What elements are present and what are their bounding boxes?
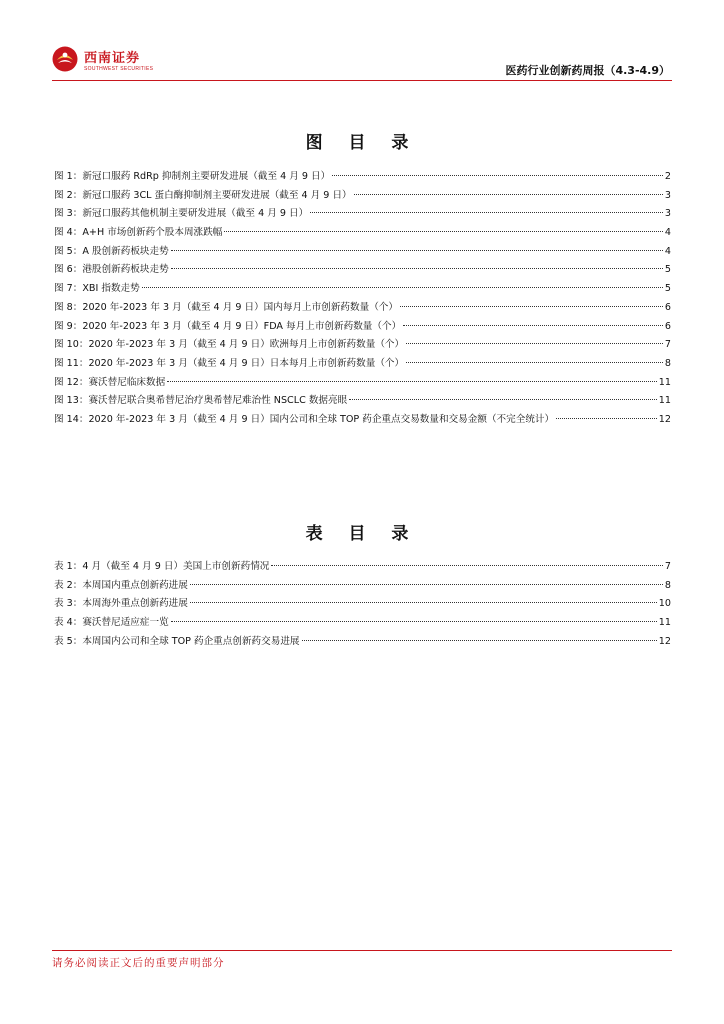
toc-page-number: 7 [664, 339, 671, 351]
figure-list [54, 168, 671, 430]
logo-emblem-icon [52, 46, 78, 72]
figure-toc-entry[interactable] [54, 205, 671, 224]
toc-dot-leader [171, 621, 657, 622]
toc-entry-label: 图 12：赛沃替尼临床数据 [54, 376, 166, 388]
logo-english-name: SOUTHWEST SECURITIES [84, 66, 154, 72]
footer-disclaimer: 请务必阅读正文后的重要声明部分 [52, 957, 225, 969]
toc-page-number: 7 [664, 561, 671, 572]
toc-page-number: 12 [658, 413, 671, 425]
toc-entry-label: 图 5：A 股创新药板块走势 [54, 245, 169, 257]
toc-dot-leader [142, 287, 663, 288]
toc-entry-label: 表 3：本周海外重点创新药进展 [54, 598, 188, 610]
table-toc-entry[interactable] [54, 558, 671, 577]
toc-entry-label: 图 1：新冠口服药 RdRp 抑制剂主要研发进展（截至 4 月 9 日） [54, 171, 331, 182]
toc-page-number: 4 [664, 227, 671, 239]
toc-entry-label: 表 1：4 月（截至 4 月 9 日）美国上市创新药情况 [54, 561, 270, 572]
toc-entry-label: 图 13：赛沃替尼联合奥希替尼治疗奥希替尼难治性 NSCLC 数据亮眼 [54, 395, 348, 407]
toc-entry-label: 图 9：2020 年-2023 年 3 月（截至 4 月 9 日）FDA 每月上市创新药数量（个） [54, 320, 402, 332]
figure-toc-entry[interactable] [54, 280, 671, 299]
toc-page-number: 11 [658, 376, 671, 388]
toc-entry-label: 图 14：2020 年-2023 年 3 月（截至 4 月 9 日）国内公司和全球 TOP 药企重点交易数量和交易金额（不完全统计） [54, 413, 555, 425]
toc-dot-leader [406, 362, 663, 363]
toc-entry-label: 图 4：A+H 市场创新药个股本周涨跌幅 [54, 227, 223, 239]
toc-entry-label: 表 5：本周国内公司和全球 TOP 药企重点创新药交易进展 [54, 635, 300, 647]
toc-entry-label: 表 4：赛沃替尼适应症一览 [54, 617, 169, 629]
toc-page-number: 2 [664, 171, 671, 182]
figure-toc-entry[interactable] [54, 336, 671, 355]
toc-page-number: 4 [664, 245, 671, 257]
table-toc-entry[interactable] [54, 577, 671, 596]
toc-dot-leader [349, 399, 657, 400]
toc-dot-leader [171, 250, 663, 251]
toc-dot-leader [190, 584, 663, 585]
figure-toc-entry[interactable] [54, 168, 671, 187]
toc-page-number: 12 [658, 635, 671, 647]
toc-dot-leader [171, 268, 663, 269]
figure-toc-entry[interactable] [54, 392, 671, 411]
toc-dot-leader [406, 343, 663, 344]
table-toc-entry[interactable] [54, 595, 671, 614]
toc-page-number: 5 [664, 264, 671, 276]
toc-dot-leader [403, 325, 663, 326]
figure-list-title: 图 目 录 [305, 133, 419, 153]
table-list [54, 558, 671, 651]
toc-entry-label: 表 2：本周国内重点创新药进展 [54, 579, 188, 591]
toc-page-number: 5 [664, 283, 671, 295]
toc-entry-label: 图 11：2020 年-2023 年 3 月（截至 4 月 9 日）日本每月上市创新药数量（个） [54, 357, 405, 369]
toc-entry-label: 图 10：2020 年-2023 年 3 月（截至 4 月 9 日）欧洲每月上市创新药数量（个） [54, 339, 405, 351]
toc-page-number: 11 [658, 395, 671, 407]
toc-dot-leader [310, 212, 663, 213]
toc-entry-label: 图 3：新冠口服药其他机制主要研发进展（截至 4 月 9 日） [54, 208, 309, 220]
toc-dot-leader [354, 194, 663, 195]
toc-entry-label: 图 8：2020 年-2023 年 3 月（截至 4 月 9 日）国内每月上市创新药数量（个） [54, 301, 398, 313]
toc-entry-label: 图 7：XBI 指数走势 [54, 283, 140, 295]
toc-dot-leader [302, 640, 657, 641]
toc-dot-leader [224, 231, 663, 232]
figure-toc-entry[interactable] [54, 299, 671, 318]
toc-page-number: 3 [664, 189, 671, 201]
figure-toc-entry[interactable] [54, 243, 671, 262]
toc-page-number: 10 [658, 598, 671, 610]
company-logo [52, 44, 162, 76]
toc-page-number: 6 [664, 320, 671, 332]
toc-entry-label: 图 2：新冠口服药 3CL 蛋白酶抑制剂主要研发进展（截至 4 月 9 日） [54, 189, 352, 201]
figure-toc-entry[interactable] [54, 374, 671, 393]
figure-toc-entry[interactable] [54, 318, 671, 337]
toc-page-number: 11 [658, 617, 671, 629]
toc-page-number: 8 [664, 357, 671, 369]
table-list-title: 表 目 录 [305, 524, 419, 544]
toc-dot-leader [271, 565, 662, 566]
figure-toc-entry[interactable] [54, 187, 671, 206]
toc-dot-leader [556, 418, 657, 419]
figure-toc-entry[interactable] [54, 224, 671, 243]
toc-page-number: 8 [664, 579, 671, 591]
table-toc-entry[interactable] [54, 614, 671, 633]
page-header [52, 40, 672, 82]
figure-toc-entry[interactable] [54, 261, 671, 280]
toc-dot-leader [400, 306, 663, 307]
footer-divider [52, 950, 672, 951]
figure-toc-entry[interactable] [54, 411, 671, 430]
toc-page-number: 3 [664, 208, 671, 220]
table-toc-entry[interactable] [54, 633, 671, 652]
toc-dot-leader [167, 381, 657, 382]
toc-dot-leader [190, 602, 657, 603]
toc-dot-leader [332, 175, 663, 176]
toc-entry-label: 图 6：港股创新药板块走势 [54, 264, 169, 276]
toc-page-number: 6 [664, 301, 671, 313]
figure-toc-entry[interactable] [54, 355, 671, 374]
logo-chinese-name: 西南证券 [84, 51, 141, 66]
header-divider [52, 80, 672, 81]
report-title: 医药行业创新药周报（4.3-4.9） [505, 64, 670, 77]
